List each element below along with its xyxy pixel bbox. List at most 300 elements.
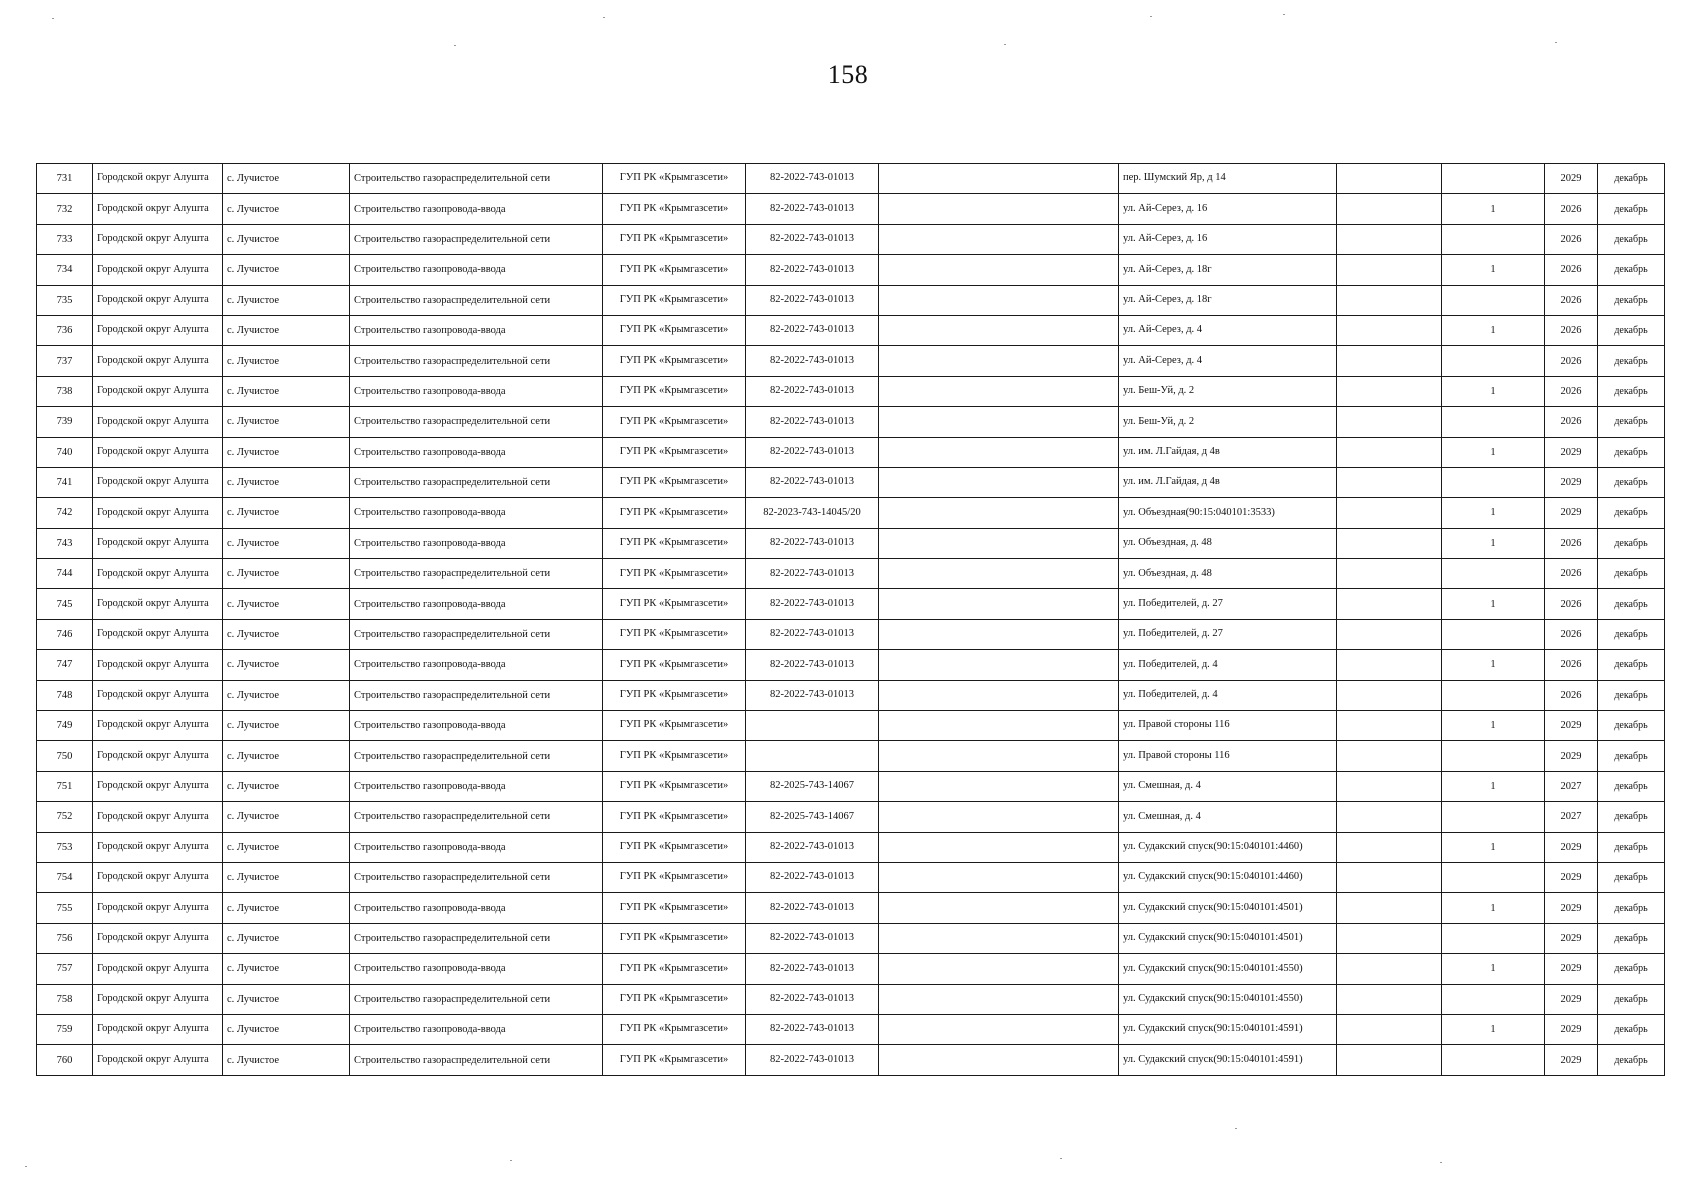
work-type-cell: Строительство газопровода-ввода [350,437,603,467]
settlement-cell: с. Лучистое [223,802,350,832]
organization-cell: ГУП РК «Крымгазсети» [603,376,746,406]
work-type-cell: Строительство газораспределительной сети [350,984,603,1014]
month-cell: декабрь [1598,893,1665,923]
year-cell: 2026 [1545,589,1598,619]
settlement-cell: с. Лучистое [223,741,350,771]
empty-cell [1337,285,1442,315]
row-number-cell: 759 [37,1014,93,1044]
district-cell: Городской округ Алушта [93,862,223,892]
table-row [37,164,1665,194]
settlement-cell: с. Лучистое [223,711,350,741]
table-row [37,1014,1665,1044]
address-cell: ул. Объездная(90:15:040101:3533) [1119,498,1337,528]
month-cell: декабрь [1598,680,1665,710]
year-cell: 2026 [1545,407,1598,437]
district-cell: Городской округ Алушта [93,315,223,345]
organization-cell: ГУП РК «Крымгазсети» [603,407,746,437]
row-number-cell: 746 [37,619,93,649]
district-cell: Городской округ Алушта [93,832,223,862]
settlement-cell: с. Лучистое [223,832,350,862]
district-cell: Городской округ Алушта [93,802,223,832]
year-cell: 2029 [1545,923,1598,953]
row-number-cell: 738 [37,376,93,406]
scan-speck [510,1160,512,1161]
work-type-cell: Строительство газопровода-ввода [350,1014,603,1044]
month-cell: декабрь [1598,1045,1665,1075]
year-cell: 2029 [1545,164,1598,194]
table-row [37,984,1665,1014]
project-code-cell: 82-2022-743-01013 [746,619,879,649]
empty-cell [879,346,1119,376]
district-cell: Городской округ Алушта [93,923,223,953]
connection-count-cell [1442,680,1545,710]
project-code-cell: 82-2022-743-01013 [746,589,879,619]
organization-cell: ГУП РК «Крымгазсети» [603,224,746,254]
table-row [37,407,1665,437]
month-cell: декабрь [1598,771,1665,801]
year-cell: 2026 [1545,224,1598,254]
district-cell: Городской округ Алушта [93,650,223,680]
project-code-cell: 82-2022-743-01013 [746,954,879,984]
row-number-cell: 744 [37,559,93,589]
row-number-cell: 731 [37,164,93,194]
table-row [37,711,1665,741]
row-number-cell: 748 [37,680,93,710]
connection-count-cell: 1 [1442,711,1545,741]
year-cell: 2029 [1545,862,1598,892]
address-cell: ул. Объездная, д. 48 [1119,559,1337,589]
organization-cell: ГУП РК «Крымгазсети» [603,741,746,771]
work-type-cell: Строительство газораспределительной сети [350,467,603,497]
project-code-cell: 82-2022-743-01013 [746,559,879,589]
work-type-cell: Строительство газопровода-ввода [350,498,603,528]
address-cell: ул. Судакский спуск(90:15:040101:4501) [1119,923,1337,953]
year-cell: 2026 [1545,255,1598,285]
row-number-cell: 742 [37,498,93,528]
organization-cell: ГУП РК «Крымгазсети» [603,832,746,862]
organization-cell: ГУП РК «Крымгазсети» [603,771,746,801]
table-row [37,802,1665,832]
year-cell: 2029 [1545,1045,1598,1075]
address-cell: ул. им. Л.Гайдая, д 4в [1119,467,1337,497]
settlement-cell: с. Лучистое [223,589,350,619]
project-code-cell: 82-2025-743-14067 [746,802,879,832]
organization-cell: ГУП РК «Крымгазсети» [603,285,746,315]
empty-cell [1337,224,1442,254]
project-code-cell: 82-2022-743-01013 [746,862,879,892]
connection-count-cell: 1 [1442,376,1545,406]
district-cell: Городской округ Алушта [93,589,223,619]
empty-cell [879,315,1119,345]
address-cell: пер. Шумский Яр, д 14 [1119,164,1337,194]
year-cell: 2029 [1545,832,1598,862]
month-cell: декабрь [1598,285,1665,315]
connection-count-cell: 1 [1442,255,1545,285]
organization-cell: ГУП РК «Крымгазсети» [603,255,746,285]
connection-count-cell [1442,559,1545,589]
year-cell: 2029 [1545,498,1598,528]
settlement-cell: с. Лучистое [223,528,350,558]
organization-cell: ГУП РК «Крымгазсети» [603,711,746,741]
district-cell: Городской округ Алушта [93,224,223,254]
settlement-cell: с. Лучистое [223,862,350,892]
connection-count-cell [1442,802,1545,832]
connection-count-cell: 1 [1442,771,1545,801]
district-cell: Городской округ Алушта [93,498,223,528]
connection-count-cell [1442,164,1545,194]
empty-cell [1337,619,1442,649]
table-row [37,194,1665,224]
year-cell: 2029 [1545,954,1598,984]
project-code-cell: 82-2022-743-01013 [746,346,879,376]
month-cell: декабрь [1598,467,1665,497]
work-type-cell: Строительство газопровода-ввода [350,194,603,224]
work-type-cell: Строительство газораспределительной сети [350,407,603,437]
table-row [37,498,1665,528]
address-cell: ул. Ай-Серез, д. 16 [1119,224,1337,254]
empty-cell [1337,376,1442,406]
project-code-cell: 82-2022-743-01013 [746,832,879,862]
district-cell: Городской округ Алушта [93,346,223,376]
empty-cell [1337,255,1442,285]
table-row [37,589,1665,619]
year-cell: 2026 [1545,194,1598,224]
settlement-cell: с. Лучистое [223,954,350,984]
row-number-cell: 756 [37,923,93,953]
month-cell: декабрь [1598,711,1665,741]
year-cell: 2026 [1545,528,1598,558]
connection-count-cell [1442,285,1545,315]
empty-cell [879,224,1119,254]
connection-count-cell: 1 [1442,1014,1545,1044]
row-number-cell: 732 [37,194,93,224]
empty-cell [879,954,1119,984]
table-row [37,559,1665,589]
month-cell: декабрь [1598,862,1665,892]
empty-cell [1337,802,1442,832]
settlement-cell: с. Лучистое [223,984,350,1014]
settlement-cell: с. Лучистое [223,680,350,710]
scan-speck [603,17,605,18]
settlement-cell: с. Лучистое [223,771,350,801]
organization-cell: ГУП РК «Крымгазсети» [603,862,746,892]
empty-cell [879,680,1119,710]
empty-cell [879,376,1119,406]
empty-cell [1337,1045,1442,1075]
connection-count-cell: 1 [1442,893,1545,923]
connection-count-cell: 1 [1442,954,1545,984]
project-code-cell: 82-2022-743-01013 [746,285,879,315]
organization-cell: ГУП РК «Крымгазсети» [603,194,746,224]
row-number-cell: 745 [37,589,93,619]
empty-cell [879,285,1119,315]
project-code-cell: 82-2023-743-14045/20 [746,498,879,528]
table-row [37,224,1665,254]
empty-cell [1337,346,1442,376]
organization-cell: ГУП РК «Крымгазсети» [603,619,746,649]
work-type-cell: Строительство газопровода-ввода [350,255,603,285]
empty-cell [1337,923,1442,953]
work-type-cell: Строительство газопровода-ввода [350,771,603,801]
year-cell: 2026 [1545,315,1598,345]
connection-count-cell: 1 [1442,315,1545,345]
empty-cell [879,1014,1119,1044]
district-cell: Городской округ Алушта [93,255,223,285]
table-row [37,650,1665,680]
settlement-cell: с. Лучистое [223,224,350,254]
connection-count-cell: 1 [1442,498,1545,528]
row-number-cell: 750 [37,741,93,771]
project-code-cell: 82-2022-743-01013 [746,528,879,558]
empty-cell [1337,437,1442,467]
address-cell: ул. Ай-Серез, д. 4 [1119,315,1337,345]
project-code-cell: 82-2022-743-01013 [746,650,879,680]
district-cell: Городской округ Алушта [93,893,223,923]
organization-cell: ГУП РК «Крымгазсети» [603,1045,746,1075]
organization-cell: ГУП РК «Крымгазсети» [603,1014,746,1044]
table-row [37,346,1665,376]
empty-cell [879,407,1119,437]
organization-cell: ГУП РК «Крымгазсети» [603,680,746,710]
empty-cell [879,802,1119,832]
month-cell: декабрь [1598,589,1665,619]
work-type-cell: Строительство газопровода-ввода [350,893,603,923]
empty-cell [879,984,1119,1014]
empty-cell [1337,954,1442,984]
organization-cell: ГУП РК «Крымгазсети» [603,164,746,194]
connection-count-cell [1442,984,1545,1014]
row-number-cell: 735 [37,285,93,315]
organization-cell: ГУП РК «Крымгазсети» [603,589,746,619]
district-cell: Городской округ Алушта [93,711,223,741]
address-cell: ул. Победителей, д. 27 [1119,589,1337,619]
scan-speck [1555,42,1557,43]
table-row [37,741,1665,771]
connection-count-cell: 1 [1442,437,1545,467]
district-cell: Городской округ Алушта [93,437,223,467]
scan-speck [1150,16,1152,17]
row-number-cell: 754 [37,862,93,892]
district-cell: Городской округ Алушта [93,1014,223,1044]
empty-cell [1337,559,1442,589]
empty-cell [879,923,1119,953]
empty-cell [879,741,1119,771]
work-type-cell: Строительство газораспределительной сети [350,224,603,254]
scan-speck [1235,1128,1237,1129]
empty-cell [1337,650,1442,680]
empty-cell [1337,893,1442,923]
organization-cell: ГУП РК «Крымгазсети» [603,528,746,558]
work-type-cell: Строительство газопровода-ввода [350,528,603,558]
connection-count-cell [1442,346,1545,376]
work-type-cell: Строительство газопровода-ввода [350,315,603,345]
month-cell: декабрь [1598,376,1665,406]
row-number-cell: 743 [37,528,93,558]
project-code-cell: 82-2022-743-01013 [746,984,879,1014]
empty-cell [1337,771,1442,801]
empty-cell [1337,194,1442,224]
year-cell: 2026 [1545,619,1598,649]
empty-cell [1337,589,1442,619]
district-cell: Городской округ Алушта [93,285,223,315]
work-type-cell: Строительство газораспределительной сети [350,285,603,315]
table-row [37,285,1665,315]
address-cell: ул. Ай-Серез, д. 18г [1119,255,1337,285]
organization-cell: ГУП РК «Крымгазсети» [603,984,746,1014]
year-cell: 2026 [1545,559,1598,589]
month-cell: декабрь [1598,315,1665,345]
work-type-cell: Строительство газопровода-ввода [350,832,603,862]
table-row [37,893,1665,923]
project-code-cell: 82-2022-743-01013 [746,1014,879,1044]
address-cell: ул. Судакский спуск(90:15:040101:4460) [1119,832,1337,862]
scan-speck [1440,1162,1442,1163]
address-cell: ул. Победителей, д. 4 [1119,680,1337,710]
row-number-cell: 753 [37,832,93,862]
row-number-cell: 741 [37,467,93,497]
registry-body [37,164,1665,1076]
connection-count-cell [1442,923,1545,953]
year-cell: 2029 [1545,893,1598,923]
month-cell: декабрь [1598,832,1665,862]
scan-speck [52,18,54,19]
organization-cell: ГУП РК «Крымгазсети» [603,954,746,984]
year-cell: 2026 [1545,285,1598,315]
project-code-cell: 82-2022-743-01013 [746,376,879,406]
project-code-cell: 82-2022-743-01013 [746,407,879,437]
project-code-cell: 82-2022-743-01013 [746,1045,879,1075]
district-cell: Городской округ Алушта [93,528,223,558]
work-type-cell: Строительство газораспределительной сети [350,164,603,194]
project-code-cell: 82-2022-743-01013 [746,224,879,254]
month-cell: декабрь [1598,650,1665,680]
empty-cell [879,467,1119,497]
row-number-cell: 734 [37,255,93,285]
table-row [37,1045,1665,1075]
month-cell: декабрь [1598,954,1665,984]
connection-count-cell [1442,467,1545,497]
empty-cell [879,832,1119,862]
work-type-cell: Строительство газораспределительной сети [350,862,603,892]
empty-cell [1337,407,1442,437]
organization-cell: ГУП РК «Крымгазсети» [603,315,746,345]
address-cell: ул. Судакский спуск(90:15:040101:4591) [1119,1045,1337,1075]
year-cell: 2029 [1545,1014,1598,1044]
address-cell: ул. Победителей, д. 27 [1119,619,1337,649]
month-cell: декабрь [1598,437,1665,467]
empty-cell [1337,164,1442,194]
scan-speck [1060,1158,1062,1159]
month-cell: декабрь [1598,984,1665,1014]
row-number-cell: 751 [37,771,93,801]
district-cell: Городской округ Алушта [93,194,223,224]
row-number-cell: 737 [37,346,93,376]
settlement-cell: с. Лучистое [223,893,350,923]
row-number-cell: 736 [37,315,93,345]
month-cell: декабрь [1598,194,1665,224]
project-code-cell: 82-2022-743-01013 [746,893,879,923]
empty-cell [1337,315,1442,345]
address-cell: ул. Ай-Серез, д. 16 [1119,194,1337,224]
settlement-cell: с. Лучистое [223,376,350,406]
empty-cell [879,164,1119,194]
organization-cell: ГУП РК «Крымгазсети» [603,467,746,497]
empty-cell [879,559,1119,589]
project-code-cell: 82-2025-743-14067 [746,771,879,801]
address-cell: ул. Правой стороны 116 [1119,741,1337,771]
work-type-cell: Строительство газопровода-ввода [350,650,603,680]
district-cell: Городской округ Алушта [93,376,223,406]
district-cell: Городской округ Алушта [93,407,223,437]
year-cell: 2029 [1545,467,1598,497]
address-cell: ул. Беш-Уй, д. 2 [1119,376,1337,406]
table-row [37,680,1665,710]
page-number: 158 [827,60,869,89]
table-row [37,528,1665,558]
year-cell: 2027 [1545,802,1598,832]
table-row [37,437,1665,467]
table-row [37,255,1665,285]
district-cell: Городской округ Алушта [93,954,223,984]
table-row [37,832,1665,862]
work-type-cell: Строительство газораспределительной сети [350,619,603,649]
empty-cell [1337,528,1442,558]
year-cell: 2029 [1545,741,1598,771]
row-number-cell: 749 [37,711,93,741]
work-type-cell: Строительство газораспределительной сети [350,741,603,771]
empty-cell [879,711,1119,741]
month-cell: декабрь [1598,164,1665,194]
year-cell: 2029 [1545,711,1598,741]
district-cell: Городской округ Алушта [93,559,223,589]
row-number-cell: 755 [37,893,93,923]
empty-cell [1337,741,1442,771]
settlement-cell: с. Лучистое [223,467,350,497]
project-code-cell: 82-2022-743-01013 [746,680,879,710]
row-number-cell: 760 [37,1045,93,1075]
month-cell: декабрь [1598,619,1665,649]
district-cell: Городской округ Алушта [93,619,223,649]
settlement-cell: с. Лучистое [223,437,350,467]
address-cell: ул. Судакский спуск(90:15:040101:4501) [1119,893,1337,923]
address-cell: ул. Смешная, д. 4 [1119,771,1337,801]
year-cell: 2026 [1545,680,1598,710]
scan-speck [454,45,456,46]
organization-cell: ГУП РК «Крымгазсети» [603,437,746,467]
scan-speck [25,1166,27,1167]
settlement-cell: с. Лучистое [223,285,350,315]
month-cell: декабрь [1598,559,1665,589]
address-cell: ул. Правой стороны 116 [1119,711,1337,741]
connection-count-cell [1442,741,1545,771]
settlement-cell: с. Лучистое [223,407,350,437]
table-row [37,619,1665,649]
empty-cell [879,619,1119,649]
empty-cell [879,862,1119,892]
connection-count-cell [1442,407,1545,437]
empty-cell [1337,498,1442,528]
month-cell: декабрь [1598,741,1665,771]
scan-speck [1283,14,1285,15]
empty-cell [1337,984,1442,1014]
work-type-cell: Строительство газораспределительной сети [350,923,603,953]
project-code-cell: 82-2022-743-01013 [746,315,879,345]
district-cell: Городской округ Алушта [93,771,223,801]
project-code-cell: 82-2022-743-01013 [746,923,879,953]
year-cell: 2026 [1545,376,1598,406]
table-row [37,467,1665,497]
address-cell: ул. Беш-Уй, д. 2 [1119,407,1337,437]
